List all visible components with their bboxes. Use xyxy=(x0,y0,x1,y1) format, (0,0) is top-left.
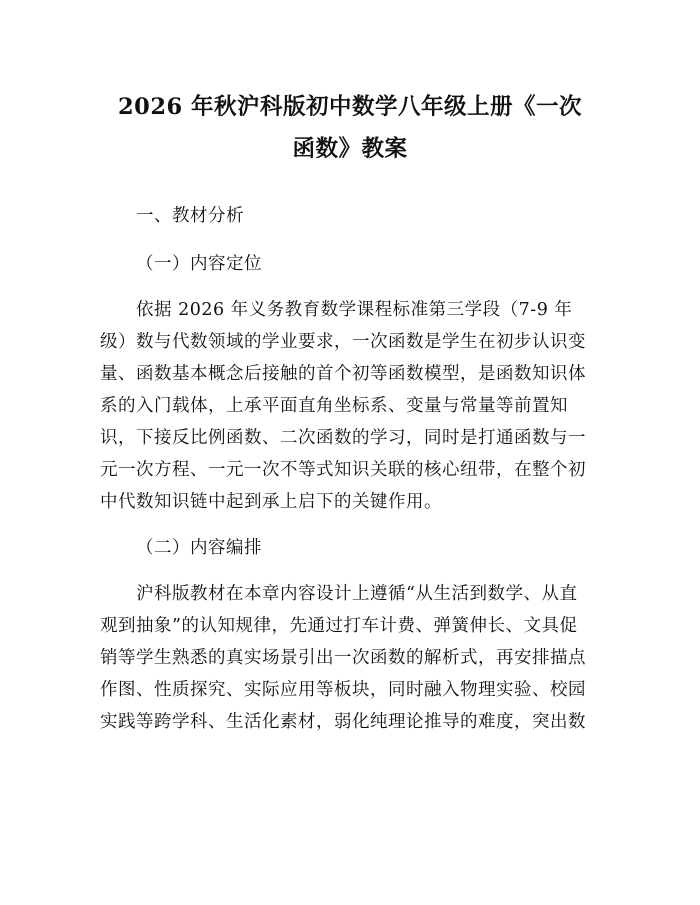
subsection-heading-content-positioning: （一）内容定位 xyxy=(136,254,262,274)
paragraph-line: 观到抽象”的认知规律，先通过打车计费、弹簧伸长、文具促 xyxy=(100,616,578,636)
document-title xyxy=(100,86,600,170)
subsection-heading-content-arrangement: （二）内容编排 xyxy=(136,538,262,558)
paragraph-line: 沪科版教材在本章内容设计上遵循“从生活到数学、从直 xyxy=(136,584,578,604)
paragraph-content-arrangement xyxy=(100,578,600,738)
paragraph-line: 实践等跨学科、生活化素材，弱化纯理论推导的难度，突出数 xyxy=(100,712,586,732)
section-heading-teaching-material-analysis: 一、教材分析 xyxy=(136,206,244,226)
paragraph-line: 级）数与代数领域的学业要求，一次函数是学生在初步认识变 xyxy=(100,332,586,352)
paragraph-line: 作图、性质探究、实际应用等板块，同时融入物理实验、校园 xyxy=(100,680,586,700)
paragraph-line: 中代数知识链中起到承上启下的关键作用。 xyxy=(100,492,442,512)
paragraph-line: 识，下接反比例函数、二次函数的学习，同时是打通函数与一 xyxy=(100,428,586,448)
paragraph-line: 依据 2026 年义务教育数学课程标准第三学段（7-9 年 xyxy=(136,300,573,320)
paragraph-line: 量、函数基本概念后接触的首个初等函数模型，是函数知识体 xyxy=(100,364,586,384)
title-line-2: 函数》教案 xyxy=(292,136,408,162)
title-line-1: 2026 年秋沪科版初中数学八年级上册《一次 xyxy=(118,94,582,120)
paragraph-line: 销等学生熟悉的真实场景引出一次函数的解析式，再安排描点 xyxy=(100,648,586,668)
paragraph-content-positioning xyxy=(100,294,600,518)
paragraph-line: 元一次方程、一元一次不等式知识关联的核心纽带，在整个初 xyxy=(100,460,586,480)
paragraph-line: 系的入门载体，上承平面直角坐标系、变量与常量等前置知 xyxy=(100,396,568,416)
